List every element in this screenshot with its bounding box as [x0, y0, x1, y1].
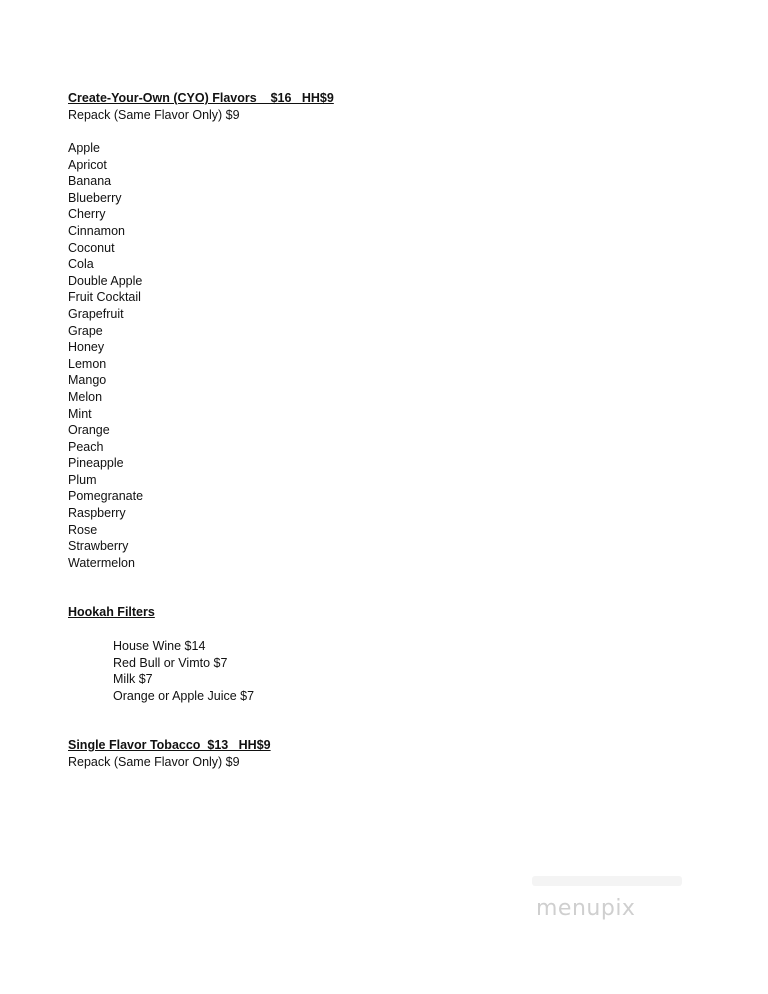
cyo-heading: Create-Your-Own (CYO) Flavors $16 HH$9 [68, 91, 334, 105]
flavor-item: Mint [68, 406, 92, 421]
flavor-item: Melon [68, 389, 103, 404]
filter-item: Milk $7 [113, 672, 153, 687]
flavor-item: Double Apple [68, 273, 143, 288]
flavor-item: Orange [68, 423, 110, 438]
flavor-item: Grape [68, 323, 103, 338]
flavor-item: Plum [68, 472, 97, 487]
flavor-item: Pomegranate [68, 489, 144, 504]
single-flavor-heading: Single Flavor Tobacco $13 HH$9 [68, 738, 271, 752]
menupix-watermark [532, 876, 692, 936]
watermark-logo-text: menupix [536, 896, 636, 921]
watermark-bar [532, 876, 682, 886]
filters-heading: Hookah Filters [68, 605, 155, 619]
single-flavor-repack-note: Repack (Same Flavor Only) $9 [68, 755, 240, 769]
cyo-flavor-list [68, 140, 143, 571]
flavor-item: Coconut [68, 240, 115, 255]
flavor-item: Rose [68, 522, 98, 537]
flavor-item: Honey [68, 340, 105, 355]
filters-list [113, 638, 254, 704]
flavor-item: Cinnamon [68, 223, 125, 238]
flavor-item: Mango [68, 373, 107, 388]
flavor-item: Lemon [68, 356, 107, 371]
flavor-item: Pineapple [68, 456, 124, 471]
flavor-item: Apple [68, 141, 100, 155]
flavor-item: Cherry [68, 207, 106, 222]
flavor-item: Blueberry [68, 190, 122, 205]
flavor-item: Grapefruit [68, 306, 124, 321]
filter-item: House Wine $14 [113, 639, 206, 653]
flavor-item: Raspberry [68, 506, 126, 521]
flavor-item: Cola [68, 257, 94, 272]
filter-item: Red Bull or Vimto $7 [113, 655, 228, 670]
flavor-item: Apricot [68, 157, 107, 172]
cyo-repack-note: Repack (Same Flavor Only) $9 [68, 108, 240, 122]
flavor-item: Strawberry [68, 539, 129, 554]
flavor-item: Banana [68, 174, 112, 189]
flavor-item: Peach [68, 439, 104, 454]
flavor-item: Fruit Cocktail [68, 290, 141, 305]
flavor-item: Watermelon [68, 555, 135, 570]
filter-item: Orange or Apple Juice $7 [113, 688, 255, 703]
